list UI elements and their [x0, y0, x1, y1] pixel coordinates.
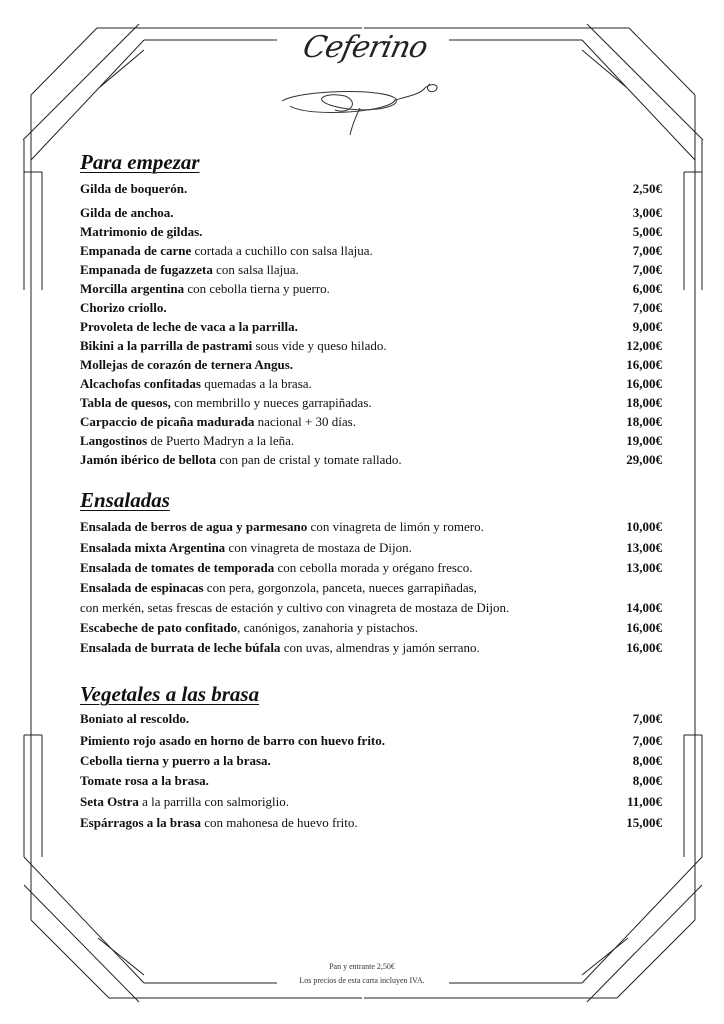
footer-bread-note: Pan y entrante 2,50€: [329, 962, 395, 971]
menu-item-name: Cebolla tierna y puerro a la brasa.: [80, 753, 271, 768]
menu-item-name: Pimiento rojo asado en horno de barro con huevo frito.: [80, 733, 386, 748]
menu-item-price: 29,00€: [626, 452, 662, 467]
menu-item: [80, 793, 662, 811]
menu-item-price: 8,00€: [632, 773, 662, 788]
menu-item-price: 16,00€: [626, 640, 662, 655]
menu-item: [80, 619, 662, 637]
menu-item-price: 2,50€: [632, 181, 662, 196]
menu-item: [80, 318, 662, 336]
menu-item-name: Seta Ostra: [80, 794, 139, 809]
menu-item-name: Boniato al rescoldo.: [80, 711, 190, 726]
menu-item-price: 13,00€: [626, 560, 662, 575]
menu-item-description: con pera, gorgonzola, panceta, nueces garrapiñadas,: [203, 580, 477, 595]
menu-item: [80, 451, 662, 469]
menu-item-description: con pan de cristal y tomate rallado.: [216, 452, 402, 467]
menu-item: [80, 337, 662, 355]
menu-item-name: Ensalada de tomates de temporada: [80, 560, 275, 575]
menu-item-description: con uvas, almendras y jamón serrano.: [280, 640, 480, 655]
logo-flourish: [282, 84, 437, 135]
menu-item-description: , canónigos, zanahoria y pistachos.: [237, 620, 418, 635]
menu-item-price: 14,00€: [626, 600, 662, 615]
menu-item: [80, 732, 662, 750]
menu-item-name: Ensalada de espinacas: [80, 580, 204, 595]
menu-item: [80, 394, 662, 412]
menu-item: [80, 180, 662, 198]
menu-item-name: Matrimonio de gildas.: [80, 224, 203, 239]
menu-item-description: cortada a cuchillo con salsa llajua.: [191, 243, 373, 258]
menu-item-price: 7,00€: [632, 243, 662, 258]
menu-item: [80, 204, 662, 222]
menu-item-name: Espárragos a la brasa: [80, 815, 201, 830]
menu-item-description: sous vide y queso hilado.: [252, 338, 387, 353]
menu-item-price: 7,00€: [632, 711, 662, 726]
menu-item: [80, 518, 662, 536]
menu-item-name: Tomate rosa a la brasa.: [80, 773, 209, 788]
menu-item: [80, 242, 662, 260]
menu-item-price: 16,00€: [626, 357, 662, 372]
menu-item-description: con vinagreta de mostaza de Dijon.: [225, 540, 412, 555]
menu-item-name: Gilda de anchoa.: [80, 205, 174, 220]
menu-item-name: Provoleta de leche de vaca a la parrilla.: [80, 319, 298, 334]
menu-item: [80, 539, 662, 557]
menu-item-price: 7,00€: [632, 733, 662, 748]
menu-item-name: Escabeche de pato confitado: [80, 620, 238, 635]
menu-item-description: con cebolla morada y orégano fresco.: [274, 560, 473, 575]
menu-item: [80, 599, 662, 617]
menu-item-price: 9,00€: [632, 319, 662, 334]
menu-item-name: Gilda de boquerón.: [80, 181, 188, 196]
section-heading: Ensaladas: [80, 488, 170, 512]
menu-item-price: 7,00€: [632, 300, 662, 315]
menu-item-name: Alcachofas confitadas: [80, 376, 201, 391]
menu-item: [80, 375, 662, 393]
menu-item-name: Chorizo criollo.: [80, 300, 167, 315]
menu-item: [80, 772, 662, 790]
menu-item-name: Ensalada de burrata de leche búfala: [80, 640, 281, 655]
menu-item: [80, 413, 662, 431]
menu-item-description: con merkén, setas frescas de estación y cultivo con vinagreta de mostaza de Dijon.: [80, 600, 510, 615]
menu-item-description: con salsa llajua.: [212, 262, 299, 277]
menu-item-price: 8,00€: [632, 753, 662, 768]
menu-item-price: 10,00€: [626, 519, 662, 534]
menu-item: [80, 814, 662, 832]
menu-item-price: 15,00€: [626, 815, 662, 830]
menu-item-description: con cebolla tierna y puerro.: [184, 281, 330, 296]
menu-item-price: 6,00€: [632, 281, 662, 296]
section-heading: Vegetales a las brasa: [80, 682, 260, 706]
menu-item: [80, 223, 662, 241]
restaurant-logo: Ceferino: [299, 30, 431, 65]
menu-item-name: Bikini a la parrilla de pastrami: [80, 338, 253, 353]
menu-item-description: nacional + 30 días.: [254, 414, 356, 429]
menu-item-description: con mahonesa de huevo frito.: [200, 815, 358, 830]
menu-item-name: Tabla de quesos,: [80, 395, 171, 410]
menu-item: [80, 579, 662, 597]
menu-item: [80, 261, 662, 279]
menu-item: [80, 299, 662, 317]
menu-item: [80, 280, 662, 298]
menu-item-description: con membrillo y nueces garrapiñadas.: [170, 395, 372, 410]
menu-item-name: Carpaccio de picaña madurada: [80, 414, 255, 429]
menu-item-name: Langostinos: [80, 433, 148, 448]
menu-item-price: 5,00€: [632, 224, 662, 239]
menu-item-name: Mollejas de corazón de ternera Angus.: [80, 357, 294, 372]
menu-item-price: 3,00€: [632, 205, 662, 220]
menu-item-description: a la parrilla con salmoriglio.: [138, 794, 290, 809]
menu-item-description: quemadas a la brasa.: [200, 376, 312, 391]
menu-item-price: 12,00€: [626, 338, 662, 353]
menu-item-price: 18,00€: [626, 414, 662, 429]
menu-item-name: Morcilla argentina: [80, 281, 185, 296]
menu-item: [80, 432, 662, 450]
menu-item: [80, 559, 662, 577]
menu-item: [80, 752, 662, 770]
menu-item-name: Ensalada mixta Argentina: [80, 540, 226, 555]
menu-item-name: Jamón ibérico de bellota: [80, 452, 217, 467]
menu-item-price: 13,00€: [626, 540, 662, 555]
menu-item-price: 7,00€: [632, 262, 662, 277]
menu-item-description: de Puerto Madryn a la leña.: [147, 433, 295, 448]
menu-item-price: 19,00€: [626, 433, 662, 448]
menu-item: [80, 710, 662, 728]
menu-item-name: Ensalada de berros de agua y parmesano: [80, 519, 308, 534]
menu-item: [80, 639, 662, 657]
menu-item-name: Empanada de fugazzeta: [80, 262, 213, 277]
menu-item-price: 16,00€: [626, 376, 662, 391]
section-heading: Para empezar: [80, 150, 200, 174]
menu-item-price: 11,00€: [626, 794, 662, 809]
menu-item-name: Empanada de carne: [80, 243, 192, 258]
menu-item-price: 18,00€: [626, 395, 662, 410]
menu-item-price: 16,00€: [626, 620, 662, 635]
footer-vat-note: Los precios de esta carta incluyen IVA.: [299, 976, 425, 985]
menu-item-description: con vinagreta de limón y romero.: [307, 519, 484, 534]
menu-item: [80, 356, 662, 374]
